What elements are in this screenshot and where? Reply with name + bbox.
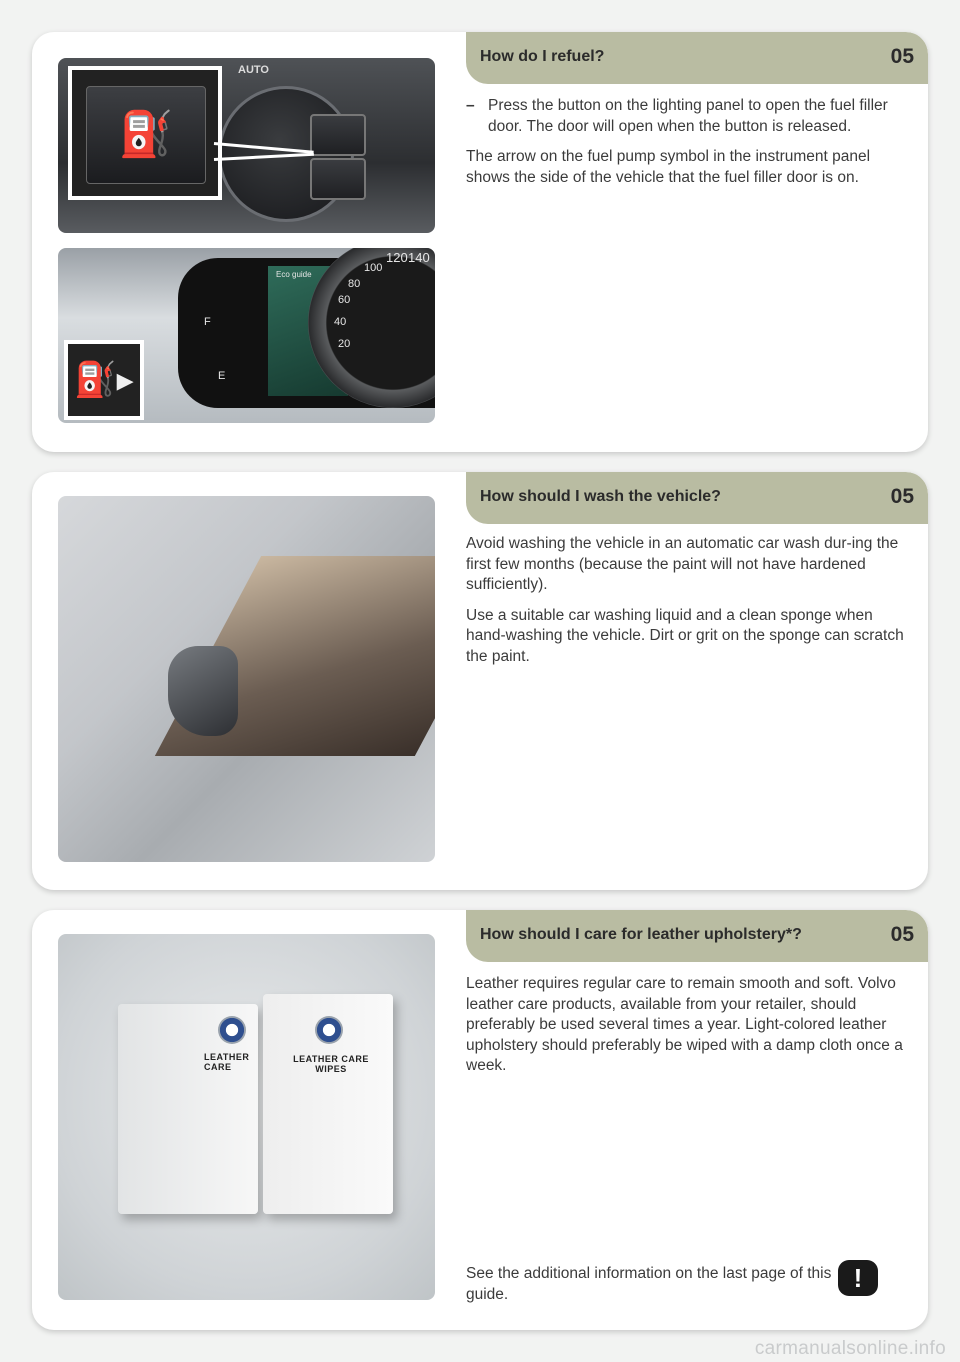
speed-tick: 40 bbox=[334, 316, 347, 328]
trunk-button-photo bbox=[310, 158, 366, 200]
box-label: LEATHER CARE WIPES bbox=[293, 1054, 369, 1074]
section-title: How should I care for leather upholstery*? bbox=[480, 926, 802, 943]
speed-tick: 140 bbox=[408, 250, 430, 265]
paragraph: Use a suitable car washing liquid and a clean sponge when hand-washing the vehicle. Dirt or grit on the sponge can scratch the paint. bbox=[466, 606, 904, 665]
paragraph: Avoid washing the vehicle in an automatic car wash dur-ing the first few months (because the paint will not have hardened sufficiently). bbox=[466, 535, 899, 593]
bullet-item bbox=[466, 96, 910, 137]
section-body bbox=[466, 96, 910, 198]
volvo-logo-icon bbox=[315, 1016, 343, 1044]
fuel-door-button-photo bbox=[310, 114, 366, 156]
section-header bbox=[466, 910, 928, 962]
watermark: carmanualsonline.info bbox=[754, 1338, 946, 1359]
fuel-gauge-empty: E bbox=[218, 370, 226, 382]
section-body bbox=[466, 534, 910, 677]
chapter-number: 05 bbox=[890, 923, 914, 946]
warning-icon: ! bbox=[838, 1260, 878, 1296]
speed-tick: 120 bbox=[386, 250, 408, 265]
fuel-pump-arrow-icon: ⛽▸ bbox=[64, 340, 144, 420]
chapter-number: 05 bbox=[890, 45, 914, 68]
leather-wipes-box bbox=[263, 994, 393, 1214]
side-mirror bbox=[168, 646, 238, 736]
speed-tick: 60 bbox=[338, 294, 351, 306]
car-mirror-photo bbox=[58, 496, 435, 862]
instrument-cluster-photo bbox=[58, 248, 435, 423]
section-wash bbox=[32, 472, 928, 890]
fuel-pump-icon: ⛽ bbox=[86, 86, 206, 184]
dash-bullet: – bbox=[466, 97, 475, 114]
section-title: How do I refuel? bbox=[480, 48, 605, 65]
section-body bbox=[466, 974, 910, 1087]
section-title: How should I wash the vehicle? bbox=[480, 488, 721, 505]
footer-note: See the additional information on the last page of this guide. bbox=[466, 1265, 832, 1303]
speed-tick: 20 bbox=[338, 338, 351, 350]
leather-care-box bbox=[118, 1004, 258, 1214]
box-label: LEATHER CARE bbox=[204, 1052, 250, 1072]
fuel-button-zoom bbox=[68, 66, 222, 200]
eco-guide-label: Eco guide bbox=[276, 270, 312, 279]
bullet-text: Press the button on the lighting panel to open the fuel filler door. The door will open when the button is released. bbox=[488, 97, 888, 135]
auto-label: AUTO bbox=[238, 64, 269, 76]
paragraph: The arrow on the fuel pump symbol in the instrument panel shows the side of the vehicle that the fuel filler door is on. bbox=[466, 148, 871, 186]
leather-care-photo bbox=[58, 934, 435, 1300]
fuel-gauge-full: F bbox=[204, 316, 211, 328]
section-header bbox=[466, 472, 928, 524]
section-header bbox=[466, 32, 928, 84]
chapter-number: 05 bbox=[890, 485, 914, 508]
lighting-panel-photo bbox=[58, 58, 435, 233]
speed-tick: 80 bbox=[348, 278, 361, 290]
section-refuel bbox=[32, 32, 928, 452]
paragraph: Leather requires regular care to remain smooth and soft. Volvo leather care products, available from your retailer, should preferably be used several times a year. Light-colored leather upholstery should preferably be wiped with a damp cloth once a week. bbox=[466, 975, 903, 1074]
volvo-logo-icon bbox=[218, 1016, 246, 1044]
speed-tick: 100 bbox=[364, 262, 383, 274]
